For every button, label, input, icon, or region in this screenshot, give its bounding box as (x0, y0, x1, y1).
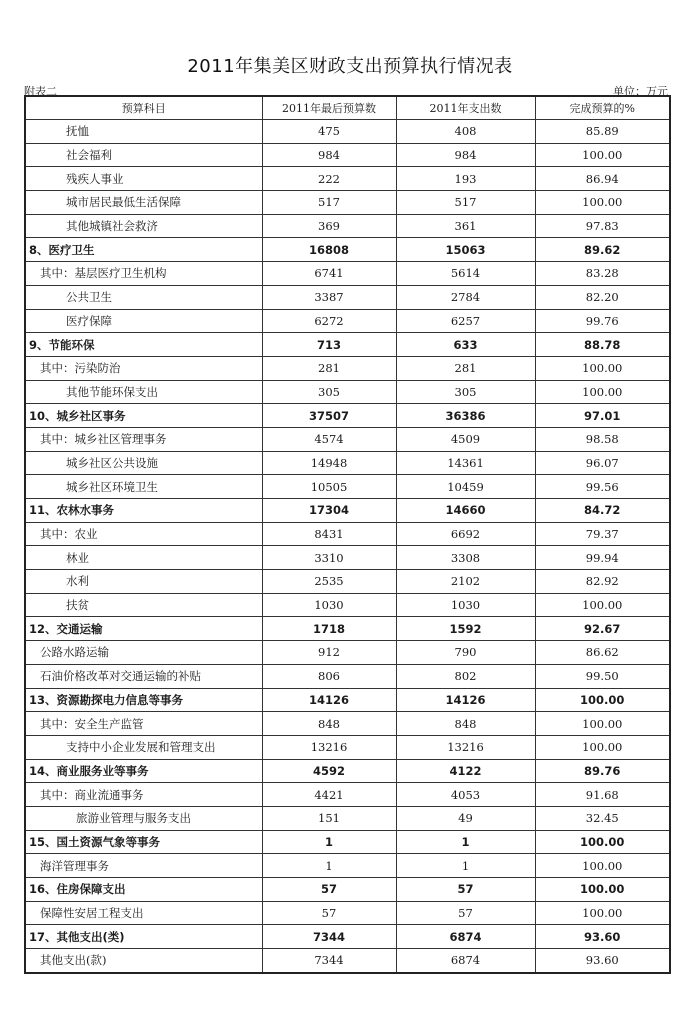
table-row (25, 901, 670, 925)
pct-cell: 96.07 (535, 451, 670, 475)
table-row (25, 806, 670, 830)
budget-cell: 16808 (262, 238, 396, 262)
table-row (25, 427, 670, 451)
item-cell: 其中：基层医疗卫生机构 (25, 262, 262, 286)
appendix-label: 附表二 (24, 85, 57, 98)
table-row (25, 641, 670, 665)
budget-cell: 517 (262, 191, 396, 215)
spent-cell: 2784 (396, 285, 535, 309)
item-cell: 医疗保障 (25, 309, 262, 333)
item-cell: 16、住房保障支出 (25, 878, 262, 902)
table-row (25, 522, 670, 546)
spent-cell: 1 (396, 854, 535, 878)
spent-cell: 13216 (396, 735, 535, 759)
spent-cell: 802 (396, 664, 535, 688)
item-cell: 其中：城乡社区管理事务 (25, 427, 262, 451)
pct-cell: 84.72 (535, 499, 670, 523)
budget-cell: 14126 (262, 688, 396, 712)
pct-cell: 91.68 (535, 783, 670, 807)
table-header (25, 96, 670, 120)
spent-cell: 1 (396, 830, 535, 854)
item-cell: 社会福利 (25, 143, 262, 167)
table-row (25, 285, 670, 309)
header-final-budget: 2011年最后预算数 (262, 96, 396, 120)
pct-cell: 99.76 (535, 309, 670, 333)
table-row (25, 167, 670, 191)
pct-cell: 100.00 (535, 191, 670, 215)
budget-cell: 475 (262, 120, 396, 144)
table-row (25, 238, 670, 262)
pct-cell: 97.83 (535, 214, 670, 238)
item-cell: 支持中小企业发展和管理支出 (25, 735, 262, 759)
pct-cell: 92.67 (535, 617, 670, 641)
item-cell: 其中：农业 (25, 522, 262, 546)
spent-cell: 633 (396, 333, 535, 357)
pct-cell: 32.45 (535, 806, 670, 830)
item-cell: 10、城乡社区事务 (25, 404, 262, 428)
spent-cell: 57 (396, 901, 535, 925)
item-cell: 其中：污染防治 (25, 356, 262, 380)
item-cell: 12、交通运输 (25, 617, 262, 641)
item-cell: 旅游业管理与服务支出 (25, 806, 262, 830)
spent-cell: 984 (396, 143, 535, 167)
budget-cell: 2535 (262, 570, 396, 594)
table-row (25, 546, 670, 570)
table-row (25, 783, 670, 807)
spent-cell: 15063 (396, 238, 535, 262)
spent-cell: 4509 (396, 427, 535, 451)
budget-cell: 4574 (262, 427, 396, 451)
budget-cell: 7344 (262, 925, 396, 949)
table-body (25, 120, 670, 973)
header-row (25, 96, 670, 120)
pct-cell: 100.00 (535, 143, 670, 167)
spent-cell: 790 (396, 641, 535, 665)
item-cell: 公路水路运输 (25, 641, 262, 665)
pct-cell: 100.00 (535, 356, 670, 380)
budget-cell: 17304 (262, 499, 396, 523)
item-cell: 城市居民最低生活保障 (25, 191, 262, 215)
spent-cell: 408 (396, 120, 535, 144)
table-row (25, 854, 670, 878)
item-cell: 水利 (25, 570, 262, 594)
pct-cell: 100.00 (535, 593, 670, 617)
table-row (25, 333, 670, 357)
budget-cell: 37507 (262, 404, 396, 428)
spent-cell: 6874 (396, 925, 535, 949)
item-cell: 其中：商业流通事务 (25, 783, 262, 807)
pct-cell: 85.89 (535, 120, 670, 144)
budget-cell: 984 (262, 143, 396, 167)
table-row (25, 830, 670, 854)
pct-cell: 86.62 (535, 641, 670, 665)
budget-cell: 6741 (262, 262, 396, 286)
table-row (25, 759, 670, 783)
pct-cell: 100.00 (535, 688, 670, 712)
item-cell: 13、资源勘探电力信息等事务 (25, 688, 262, 712)
pct-cell: 99.50 (535, 664, 670, 688)
spent-cell: 4122 (396, 759, 535, 783)
budget-cell: 713 (262, 333, 396, 357)
budget-cell: 3310 (262, 546, 396, 570)
item-cell: 15、国土资源气象等事务 (25, 830, 262, 854)
spent-cell: 57 (396, 878, 535, 902)
budget-cell: 1030 (262, 593, 396, 617)
item-cell: 其他支出(款) (25, 949, 262, 973)
budget-cell: 57 (262, 901, 396, 925)
header-actual-spending: 2011年支出数 (396, 96, 535, 120)
spent-cell: 281 (396, 356, 535, 380)
table-row (25, 214, 670, 238)
spent-cell: 305 (396, 380, 535, 404)
budget-cell: 305 (262, 380, 396, 404)
pct-cell: 100.00 (535, 380, 670, 404)
spent-cell: 5614 (396, 262, 535, 286)
budget-cell: 7344 (262, 949, 396, 973)
item-cell: 抚恤 (25, 120, 262, 144)
budget-cell: 1 (262, 854, 396, 878)
budget-execution-table (24, 95, 671, 974)
spent-cell: 10459 (396, 475, 535, 499)
pct-cell: 86.94 (535, 167, 670, 191)
table-row (25, 404, 670, 428)
budget-cell: 806 (262, 664, 396, 688)
budget-cell: 14948 (262, 451, 396, 475)
table-row (25, 475, 670, 499)
pct-cell: 99.56 (535, 475, 670, 499)
pct-cell: 89.76 (535, 759, 670, 783)
budget-cell: 222 (262, 167, 396, 191)
budget-cell: 369 (262, 214, 396, 238)
pct-cell: 100.00 (535, 878, 670, 902)
budget-cell: 13216 (262, 735, 396, 759)
pct-cell: 99.94 (535, 546, 670, 570)
pct-cell: 79.37 (535, 522, 670, 546)
table-row (25, 617, 670, 641)
budget-cell: 10505 (262, 475, 396, 499)
item-cell: 扶贫 (25, 593, 262, 617)
item-cell: 残疾人事业 (25, 167, 262, 191)
budget-cell: 848 (262, 712, 396, 736)
pct-cell: 100.00 (535, 901, 670, 925)
item-cell: 其中：安全生产监管 (25, 712, 262, 736)
pct-cell: 88.78 (535, 333, 670, 357)
budget-cell: 3387 (262, 285, 396, 309)
table-row (25, 451, 670, 475)
spent-cell: 6874 (396, 949, 535, 973)
spent-cell: 3308 (396, 546, 535, 570)
item-cell: 14、商业服务业等事务 (25, 759, 262, 783)
pct-cell: 93.60 (535, 949, 670, 973)
spent-cell: 1030 (396, 593, 535, 617)
spent-cell: 14126 (396, 688, 535, 712)
item-cell: 11、农林水事务 (25, 499, 262, 523)
item-cell: 林业 (25, 546, 262, 570)
budget-cell: 151 (262, 806, 396, 830)
pct-cell: 82.20 (535, 285, 670, 309)
spent-cell: 36386 (396, 404, 535, 428)
pct-cell: 100.00 (535, 735, 670, 759)
pct-cell: 83.28 (535, 262, 670, 286)
item-cell: 其他城镇社会救济 (25, 214, 262, 238)
budget-cell: 8431 (262, 522, 396, 546)
table-row (25, 925, 670, 949)
item-cell: 海洋管理事务 (25, 854, 262, 878)
spent-cell: 14361 (396, 451, 535, 475)
spent-cell: 193 (396, 167, 535, 191)
table-row (25, 949, 670, 973)
pct-cell: 93.60 (535, 925, 670, 949)
table-row (25, 712, 670, 736)
table-row (25, 380, 670, 404)
item-cell: 9、节能环保 (25, 333, 262, 357)
item-cell: 城乡社区公共设施 (25, 451, 262, 475)
header-completion-pct: 完成预算的% (535, 96, 670, 120)
spent-cell: 361 (396, 214, 535, 238)
budget-cell: 281 (262, 356, 396, 380)
table-row (25, 570, 670, 594)
spent-cell: 49 (396, 806, 535, 830)
item-cell: 17、其他支出(类) (25, 925, 262, 949)
budget-cell: 6272 (262, 309, 396, 333)
table-row (25, 356, 670, 380)
budget-cell: 1718 (262, 617, 396, 641)
item-cell: 8、医疗卫生 (25, 238, 262, 262)
table-row (25, 191, 670, 215)
table-row (25, 309, 670, 333)
spent-cell: 4053 (396, 783, 535, 807)
spent-cell: 6692 (396, 522, 535, 546)
table-row (25, 735, 670, 759)
budget-cell: 4421 (262, 783, 396, 807)
budget-cell: 912 (262, 641, 396, 665)
pct-cell: 100.00 (535, 830, 670, 854)
unit-label: 单位：万元 (613, 85, 668, 98)
spent-cell: 2102 (396, 570, 535, 594)
table-row (25, 688, 670, 712)
spent-cell: 6257 (396, 309, 535, 333)
table-row (25, 120, 670, 144)
item-cell: 城乡社区环境卫生 (25, 475, 262, 499)
pct-cell: 100.00 (535, 854, 670, 878)
spent-cell: 517 (396, 191, 535, 215)
pct-cell: 97.01 (535, 404, 670, 428)
item-cell: 公共卫生 (25, 285, 262, 309)
item-cell: 其他节能环保支出 (25, 380, 262, 404)
table-row (25, 143, 670, 167)
table-row (25, 262, 670, 286)
pct-cell: 89.62 (535, 238, 670, 262)
spent-cell: 1592 (396, 617, 535, 641)
pct-cell: 98.58 (535, 427, 670, 451)
table-row (25, 593, 670, 617)
spent-cell: 14660 (396, 499, 535, 523)
spent-cell: 848 (396, 712, 535, 736)
pct-cell: 100.00 (535, 712, 670, 736)
item-cell: 保障性安居工程支出 (25, 901, 262, 925)
pct-cell: 82.92 (535, 570, 670, 594)
page-title: 2011年集美区财政支出预算执行情况表 (187, 56, 513, 77)
budget-cell: 1 (262, 830, 396, 854)
header-budget-subject: 预算科目 (25, 96, 262, 120)
table-row (25, 499, 670, 523)
item-cell: 石油价格改革对交通运输的补贴 (25, 664, 262, 688)
table-row (25, 664, 670, 688)
budget-cell: 4592 (262, 759, 396, 783)
table-row (25, 878, 670, 902)
budget-cell: 57 (262, 878, 396, 902)
